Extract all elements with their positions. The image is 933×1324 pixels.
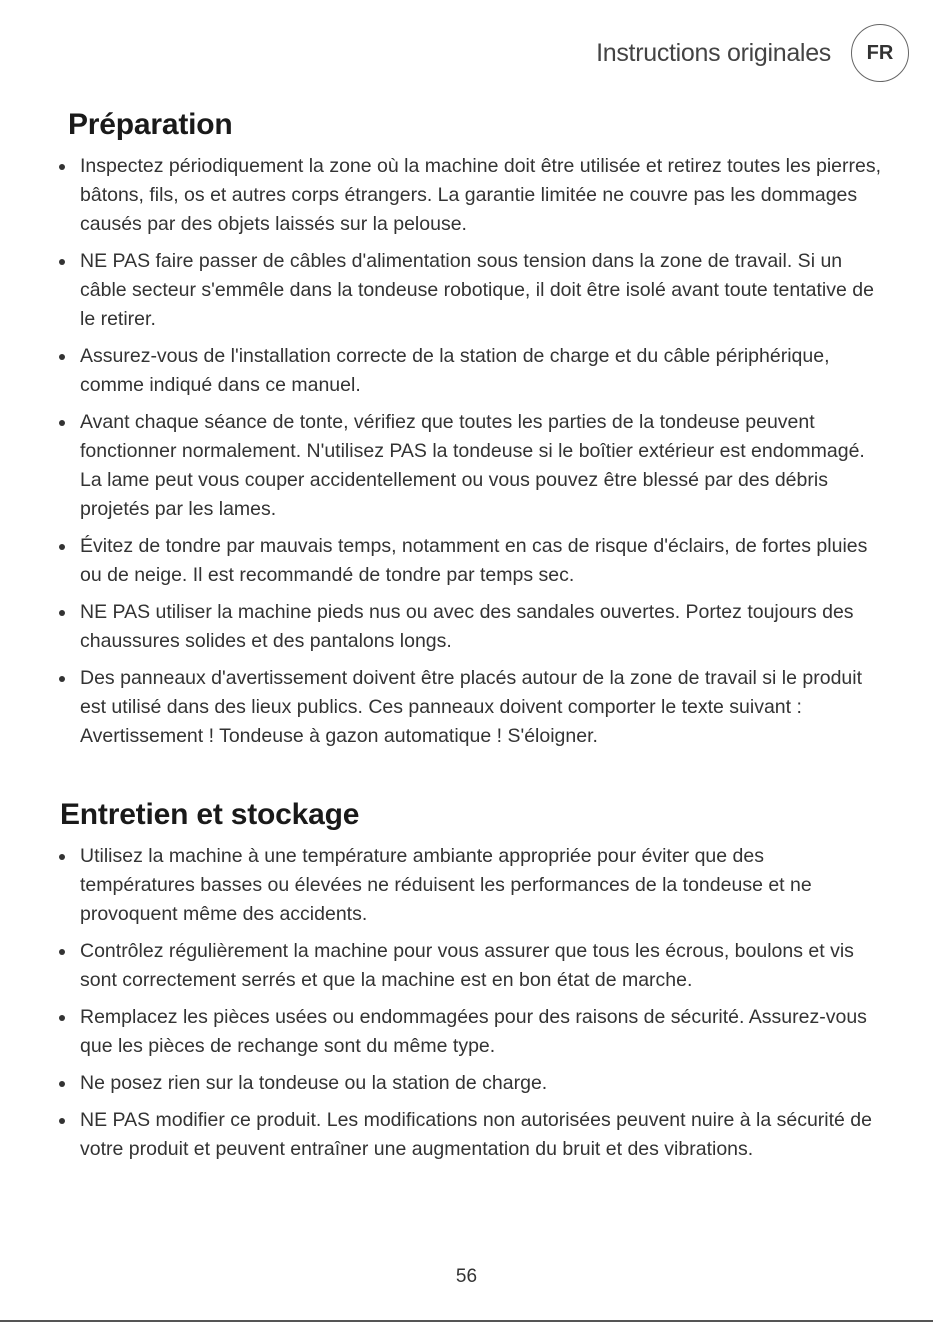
list-item	[0, 532, 933, 590]
list-item-text: Contrôlez régulièrement la machine pour vous assurer que tous les écrous, boulons et vis sont correctement serrés et que la machine est en bon état de marche.	[80, 940, 854, 991]
list-item	[0, 247, 933, 334]
list-item	[0, 1003, 933, 1061]
list-item	[0, 937, 933, 995]
bullet-icon	[59, 354, 65, 360]
language-badge: FR	[851, 24, 909, 82]
list-item-text: Utilisez la machine à une température ambiante appropriée pour éviter que des températures basses ou élevées ne réduisent les performances de la tondeuse et ne provoquent même des accidents.	[80, 845, 812, 925]
preparation-section	[0, 108, 933, 759]
list-item-text: NE PAS utiliser la machine pieds nus ou avec des sandales ouvertes. Portez toujours des chaussures solides et des pantalons longs.	[80, 601, 854, 652]
list-item	[0, 152, 933, 239]
page-header	[596, 24, 909, 82]
maintenance-list	[0, 842, 933, 1164]
list-item	[0, 842, 933, 929]
list-item-text: Ne posez rien sur la tondeuse ou la station de charge.	[80, 1072, 548, 1094]
list-item	[0, 342, 933, 400]
bullet-icon	[59, 949, 65, 955]
list-item-text: Des panneaux d'avertissement doivent être placés autour de la zone de travail si le produit est utilisé dans des lieux publics. Ces panneaux doivent comporter le texte suivant : Avertissement ! Tondeuse à gazon automatique ! S'éloigner.	[80, 667, 863, 747]
bullet-icon	[59, 259, 65, 265]
bottom-divider	[0, 1320, 933, 1322]
preparation-title: Préparation	[68, 108, 233, 141]
bullet-icon	[59, 854, 65, 860]
list-item	[0, 408, 933, 524]
bullet-icon	[59, 676, 65, 682]
bullet-icon	[59, 1118, 65, 1124]
list-item-text: Assurez-vous de l'installation correcte de la station de charge et du câble périphérique, comme indiqué dans ce manuel.	[80, 345, 830, 396]
page-number: 56	[455, 1266, 478, 1287]
list-item-text: NE PAS faire passer de câbles d'alimentation sous tension dans la zone de travail. Si un câble secteur s'emmêle dans la tondeuse robotique, il doit être isolé avant toute tentative de le retirer.	[80, 250, 874, 330]
header-title: Instructions originales	[596, 38, 831, 67]
list-item-text: Évitez de tondre par mauvais temps, notamment en cas de risque d'éclairs, de fortes pluies ou de neige. Il est recommandé de tondre par temps sec.	[80, 535, 868, 586]
maintenance-title: Entretien et stockage	[60, 798, 360, 831]
list-item	[0, 1106, 933, 1164]
list-item	[0, 664, 933, 751]
list-item-text: NE PAS modifier ce produit. Les modifications non autorisées peuvent nuire à la sécurité de votre produit et peuvent entraîner une augmentation du bruit et des vibrations.	[80, 1109, 872, 1160]
list-item	[0, 598, 933, 656]
maintenance-section	[0, 798, 933, 1172]
list-item-text: Remplacez les pièces usées ou endommagées pour des raisons de sécurité. Assurez-vous que les pièces de rechange sont du même type.	[80, 1006, 867, 1057]
list-item-text: Avant chaque séance de tonte, vérifiez que toutes les parties de la tondeuse peuvent fonctionner normalement. N'utilisez PAS la tondeuse si le boîtier extérieur est endommagé. La lame peut vous couper accidentellement ou vous pouvez être blessé par des débris projetés par les lames.	[80, 411, 865, 520]
bullet-icon	[59, 1081, 65, 1087]
bullet-icon	[59, 1015, 65, 1021]
bullet-icon	[59, 610, 65, 616]
bullet-icon	[59, 544, 65, 550]
list-item-text: Inspectez périodiquement la zone où la machine doit être utilisée et retirez toutes les pierres, bâtons, fils, os et autres corps étrangers. La garantie limitée ne couvre pas les dommages causés par des objets laissés sur la pelouse.	[80, 155, 882, 235]
list-item	[0, 1069, 933, 1098]
preparation-list	[0, 152, 933, 751]
bullet-icon	[59, 420, 65, 426]
bullet-icon	[59, 164, 65, 170]
